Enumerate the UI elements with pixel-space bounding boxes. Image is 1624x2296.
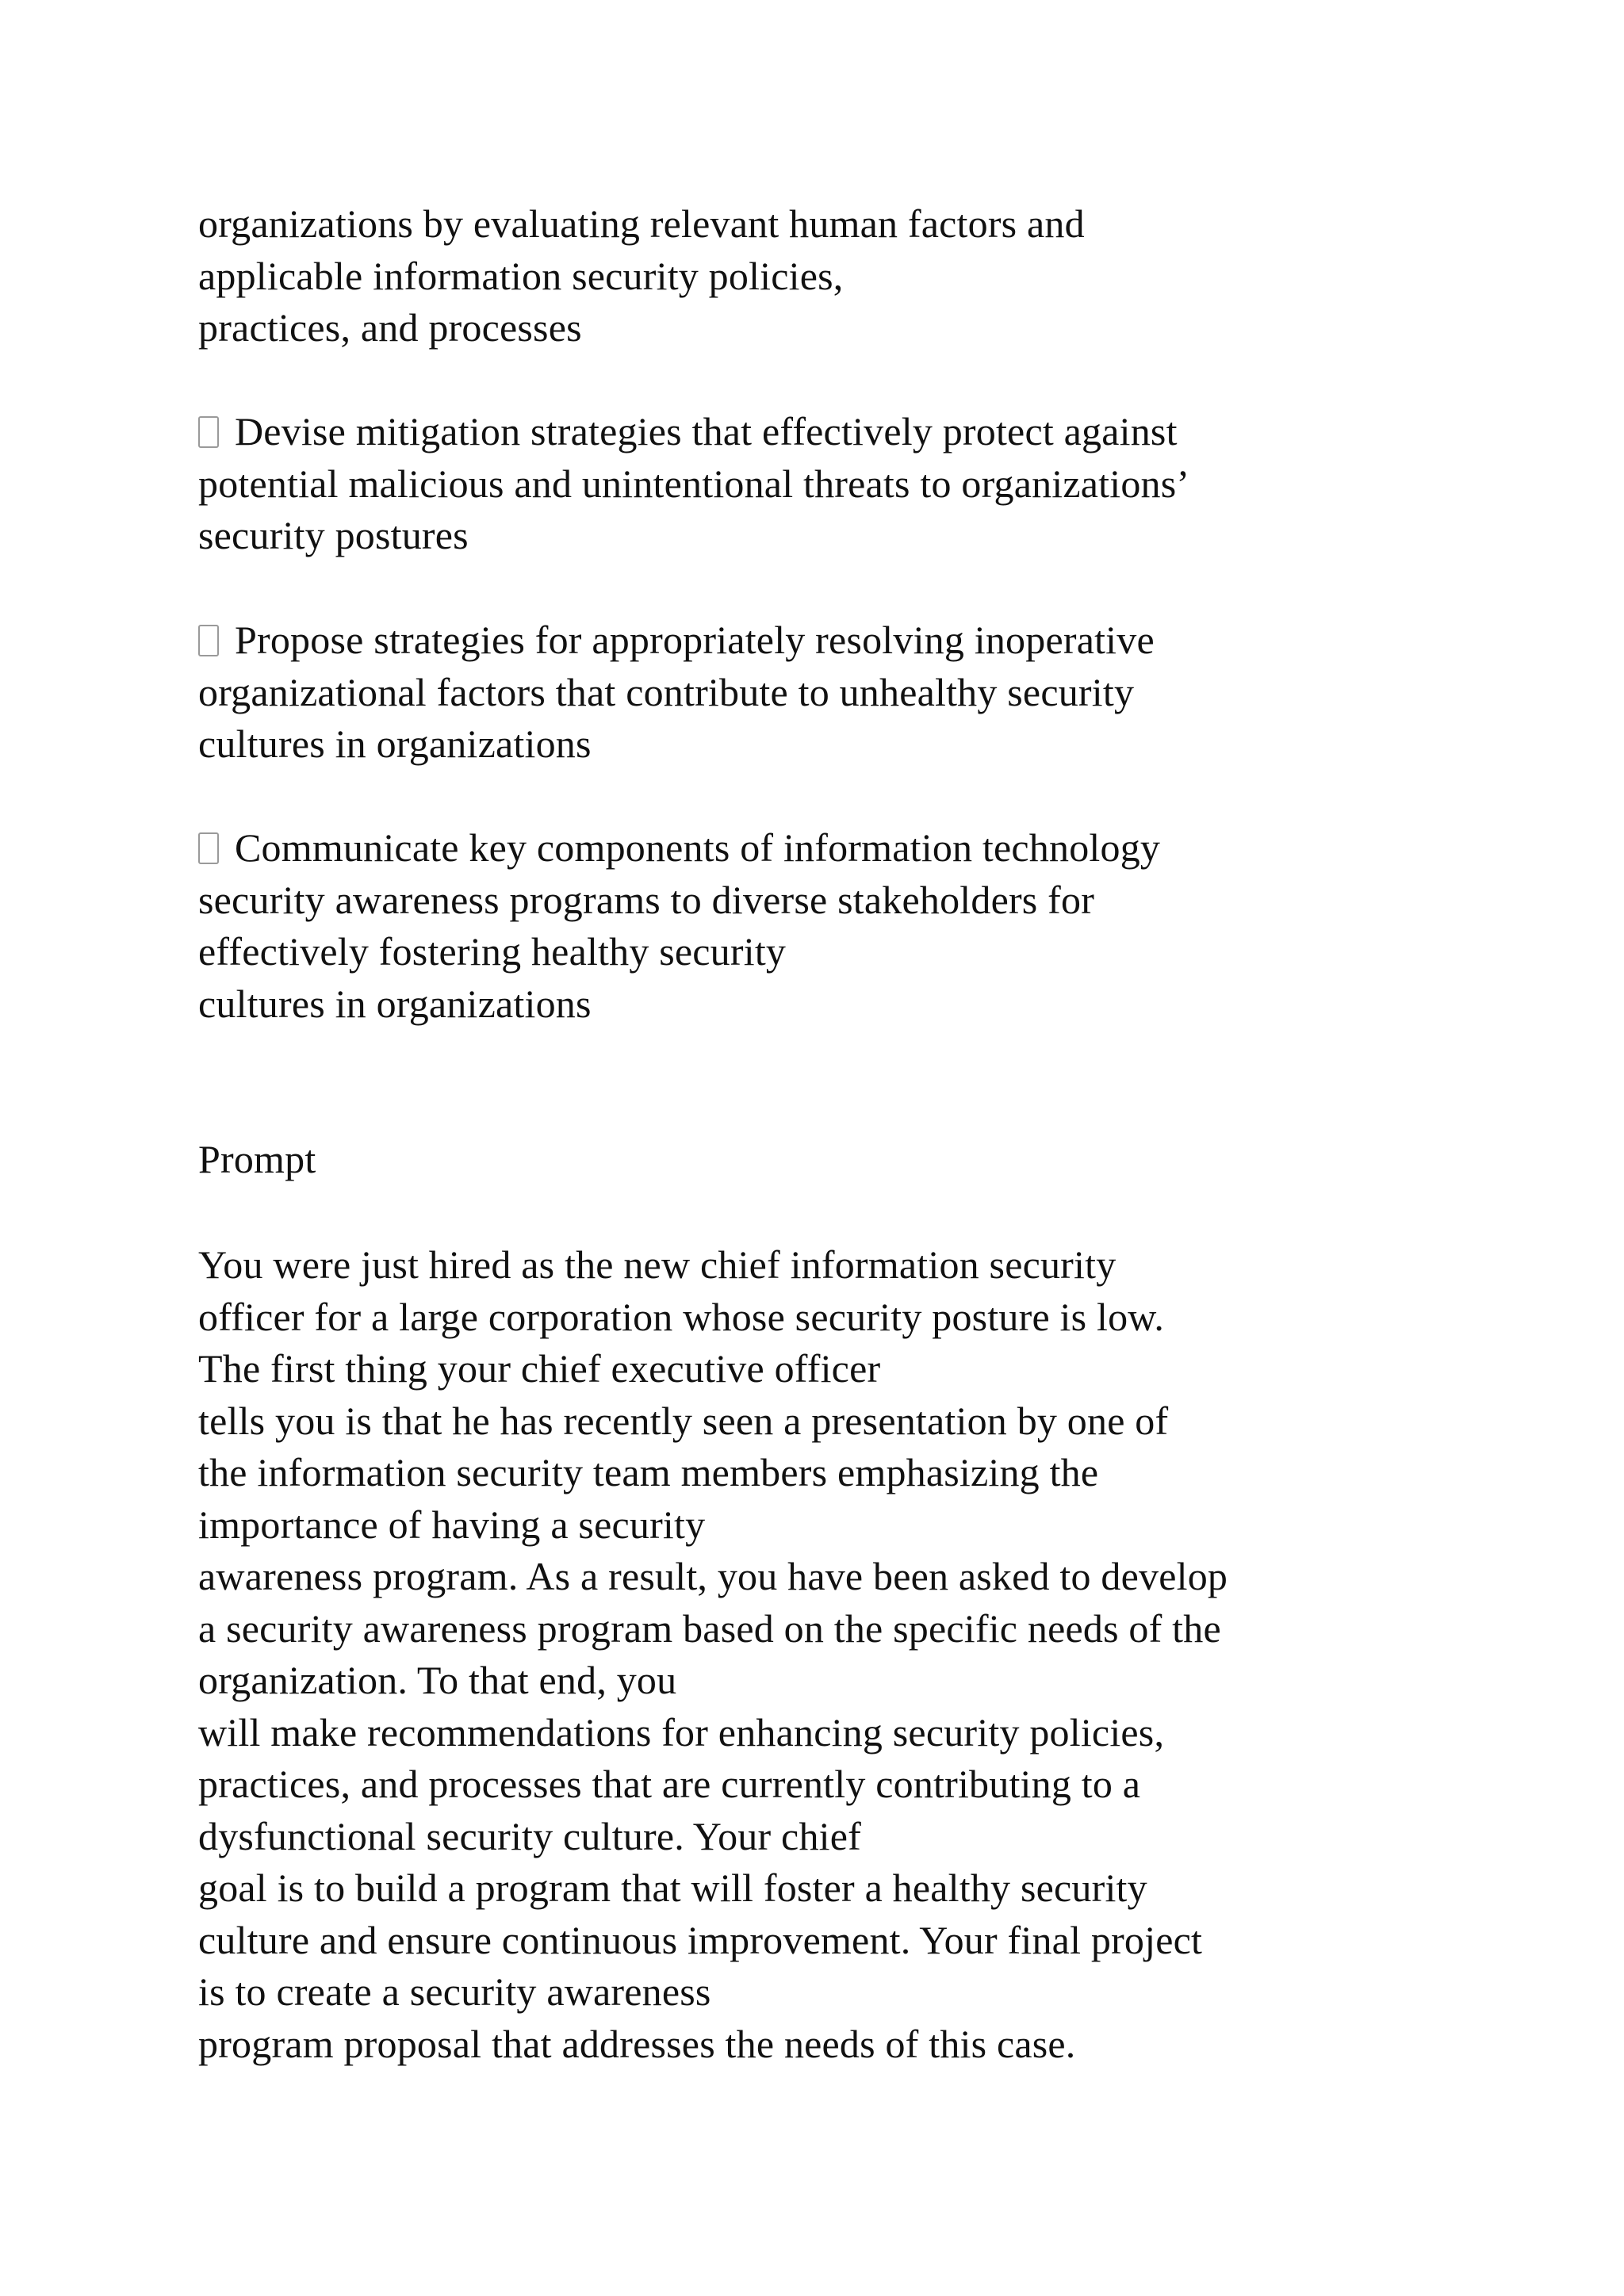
prompt-line: The first thing your chief executive officer xyxy=(198,1346,881,1391)
bullet-line: security awareness programs to diverse stakeholders for xyxy=(198,877,1095,922)
prompt-line: You were just hired as the new chief information security xyxy=(198,1242,1116,1287)
bullet-line xyxy=(198,822,1467,874)
bullet-item xyxy=(198,614,1467,771)
missing-glyph-bullet-icon xyxy=(198,625,219,656)
heading-text: Prompt xyxy=(198,1137,316,1181)
bullet-item xyxy=(198,406,1467,562)
prompt-line: program proposal that addresses the needs of this case. xyxy=(198,2021,1076,2066)
prompt-line: importance of having a security xyxy=(198,1502,706,1547)
bullet-item xyxy=(198,822,1467,1030)
bullet-line: organizational factors that contribute to unhealthy security xyxy=(198,669,1135,714)
bullet-text: Propose strategies for appropriately resolving inoperative xyxy=(235,618,1155,662)
bullet-text: Devise mitigation strategies that effectively protect against xyxy=(235,409,1178,453)
prompt-line: culture and ensure continuous improvement. Your final project xyxy=(198,1917,1203,1962)
missing-glyph-bullet-icon xyxy=(198,832,219,864)
prompt-paragraph xyxy=(198,1239,1467,2070)
intro-line: practices, and processes xyxy=(198,305,582,350)
prompt-line: officer for a large corporation whose security posture is low. xyxy=(198,1294,1165,1339)
bullet-line: cultures in organizations xyxy=(198,721,592,766)
bullet-line xyxy=(198,406,1467,458)
bullet-line: security postures xyxy=(198,513,469,557)
bullet-line xyxy=(198,614,1467,667)
bullet-line: potential malicious and unintentional threats to organizations’ xyxy=(198,461,1190,506)
prompt-line: dysfunctional security culture. Your chief xyxy=(198,1813,861,1858)
bullet-line: cultures in organizations xyxy=(198,981,592,1026)
prompt-line: a security awareness program based on the specific needs of the xyxy=(198,1605,1221,1651)
intro-line: applicable information security policies, xyxy=(198,253,844,298)
prompt-line: organization. To that end, you xyxy=(198,1658,677,1702)
intro-paragraph xyxy=(198,198,1467,354)
prompt-line: the information security team members emphasizing the xyxy=(198,1450,1099,1494)
prompt-line: will make recommendations for enhancing security policies, xyxy=(198,1709,1165,1755)
prompt-line: tells you is that he has recently seen a presentation by one of xyxy=(198,1398,1169,1443)
prompt-line: awareness program. As a result, you have been asked to develop xyxy=(198,1554,1228,1598)
bullet-line: effectively fostering healthy security xyxy=(198,929,787,974)
prompt-line: practices, and processes that are currently contributing to a xyxy=(198,1762,1141,1806)
missing-glyph-bullet-icon xyxy=(198,416,219,448)
section-heading xyxy=(198,1134,1467,1186)
prompt-line: goal is to build a program that will foster a healthy security xyxy=(198,1866,1147,1910)
intro-line: organizations by evaluating relevant human factors and xyxy=(198,201,1085,246)
bullet-text: Communicate key components of information technology xyxy=(235,825,1161,870)
prompt-line: is to create a security awareness xyxy=(198,1969,711,2014)
